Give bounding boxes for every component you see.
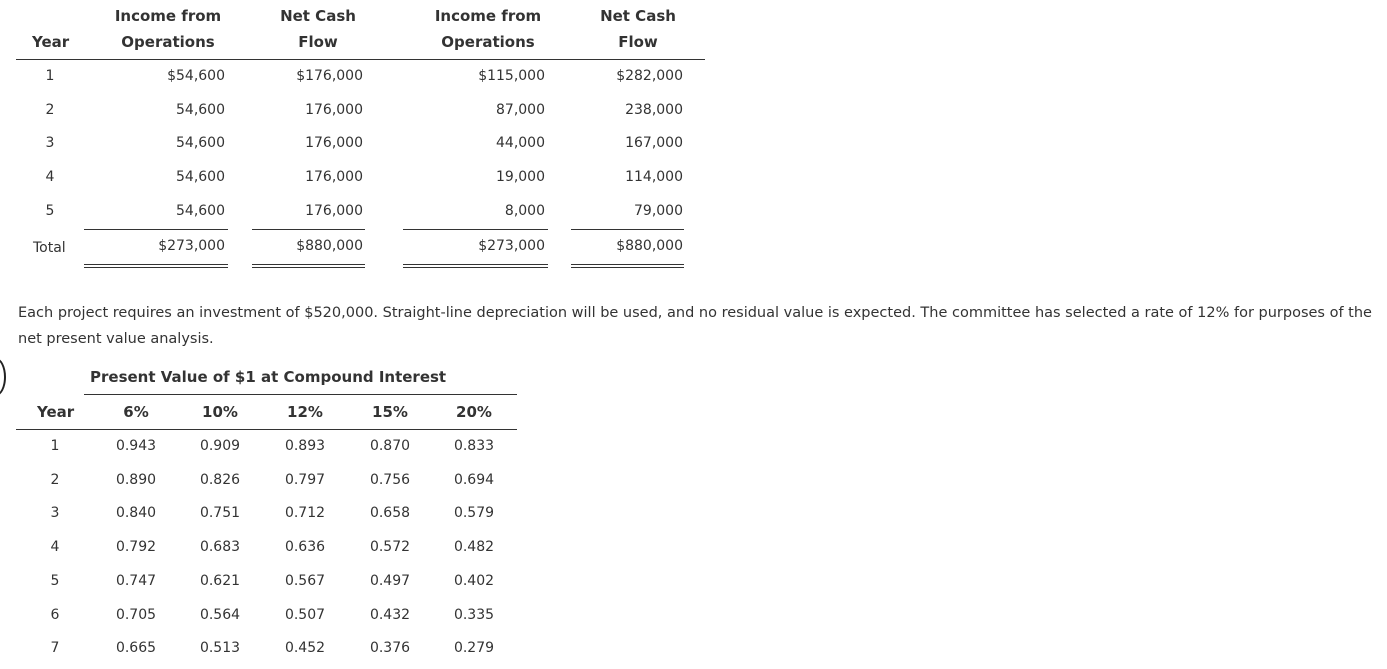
pv-cell-value: 0.658 xyxy=(369,505,411,521)
pv-cell-value: 0.665 xyxy=(115,640,157,656)
pv-header-rate: 12% xyxy=(287,403,323,421)
pv-cell-value: 0.890 xyxy=(115,472,157,488)
total-double-rule xyxy=(571,264,684,268)
pv-cell-value: 0.712 xyxy=(284,505,326,521)
subtotal-rule xyxy=(571,229,684,230)
cell-income2: 19,000 xyxy=(496,169,545,185)
pv-cell-value: 0.893 xyxy=(284,438,326,454)
cell-income2: 44,000 xyxy=(496,135,545,151)
cell-cash1: 176,000 xyxy=(305,102,363,118)
pv-cell-value: 0.833 xyxy=(453,438,495,454)
cell-income1: 54,600 xyxy=(176,203,225,219)
header-cash1-line1: Net Cash xyxy=(280,7,356,25)
header-year: Year xyxy=(32,33,70,51)
pv-cell-year: 3 xyxy=(50,505,60,521)
total-double-rule xyxy=(84,264,228,268)
pv-cell-value: 0.507 xyxy=(284,607,326,623)
pv-cell-value: 0.564 xyxy=(199,607,241,623)
pv-cell-value: 0.432 xyxy=(369,607,411,623)
cell-income2: 8,000 xyxy=(504,203,545,219)
pv-header-rate: 15% xyxy=(372,403,408,421)
header-cash1-line2: Flow xyxy=(298,33,338,51)
cell-income1: 54,600 xyxy=(176,169,225,185)
pv-cell-value: 0.751 xyxy=(199,505,241,521)
pv-cell-value: 0.792 xyxy=(115,539,157,555)
pv-cell-value: 0.797 xyxy=(284,472,326,488)
pv-cell-value: 0.826 xyxy=(199,472,241,488)
total-income2: $273,000 xyxy=(478,238,545,254)
total-double-rule xyxy=(403,264,548,268)
pv-cell-value: 0.943 xyxy=(115,438,157,454)
pv-cell-value: 0.909 xyxy=(199,438,241,454)
header-rule xyxy=(16,59,705,60)
pv-cell-value: 0.335 xyxy=(453,607,495,623)
pv-header-rate: 6% xyxy=(123,403,149,421)
pv-cell-value: 0.482 xyxy=(453,539,495,555)
cell-cash2: 238,000 xyxy=(625,102,683,118)
pv-cell-year: 1 xyxy=(50,438,60,454)
cell-income1: 54,600 xyxy=(176,135,225,151)
project-description: Each project requires an investment of $520,000. Straight-line depreciation will be used, and no residual value is expected. The committee has selected a rate of 12% for purposes of the net present value analysis. xyxy=(18,305,1372,347)
cell-year: 4 xyxy=(45,169,55,185)
pv-cell-value: 0.513 xyxy=(199,640,241,656)
header-income2-line2: Operations xyxy=(441,33,535,51)
pv-title-rule xyxy=(84,394,517,395)
pv-cell-value: 0.376 xyxy=(369,640,411,656)
pv-cell-value: 0.402 xyxy=(453,573,495,589)
pv-cell-year: 2 xyxy=(50,472,60,488)
header-income2-line1: Income from xyxy=(434,7,542,25)
pv-header-rate: 10% xyxy=(202,403,238,421)
pv-cell-value: 0.579 xyxy=(453,505,495,521)
pv-header-year: Year xyxy=(37,403,75,421)
pv-cell-value: 0.756 xyxy=(369,472,411,488)
pv-cell-year: 4 xyxy=(50,539,60,555)
subtotal-rule xyxy=(252,229,365,230)
cell-cash1: 176,000 xyxy=(305,135,363,151)
pv-cell-value: 0.452 xyxy=(284,640,326,656)
cell-income2: $115,000 xyxy=(478,68,545,84)
pv-cell-value: 0.572 xyxy=(369,539,411,555)
cell-cash2: 79,000 xyxy=(634,203,683,219)
pv-cell-year: 7 xyxy=(50,640,60,656)
pv-cell-value: 0.683 xyxy=(199,539,241,555)
cell-cash1: $176,000 xyxy=(296,68,363,84)
pv-cell-value: 0.279 xyxy=(453,640,495,656)
cell-income2: 87,000 xyxy=(496,102,545,118)
header-income1-line2: Operations xyxy=(121,33,215,51)
cell-year: 5 xyxy=(45,203,55,219)
cell-cash1: 176,000 xyxy=(305,169,363,185)
pv-cell-value: 0.840 xyxy=(115,505,157,521)
cell-cash1: 176,000 xyxy=(305,203,363,219)
pv-cell-value: 0.621 xyxy=(199,573,241,589)
cell-cash2: 114,000 xyxy=(625,169,683,185)
total-double-rule xyxy=(252,264,365,268)
total-cash2: $880,000 xyxy=(616,238,683,254)
cell-income1: 54,600 xyxy=(176,102,225,118)
pv-header-rule xyxy=(16,429,517,430)
pv-table-title: Present Value of $1 at Compound Interest xyxy=(90,368,447,386)
cell-cash2: 167,000 xyxy=(625,135,683,151)
header-cash2-line1: Net Cash xyxy=(600,7,676,25)
pv-cell-value: 0.747 xyxy=(115,573,157,589)
pv-cell-value: 0.705 xyxy=(115,607,157,623)
pv-cell-value: 0.567 xyxy=(284,573,326,589)
total-income1: $273,000 xyxy=(158,238,225,254)
cell-year: 1 xyxy=(45,68,55,84)
circle-marker xyxy=(0,358,6,396)
cell-income1: $54,600 xyxy=(167,68,225,84)
total-label: Total xyxy=(33,240,66,256)
pv-cell-value: 0.636 xyxy=(284,539,326,555)
cell-year: 2 xyxy=(45,102,55,118)
header-cash2-line2: Flow xyxy=(618,33,658,51)
pv-header-rate: 20% xyxy=(456,403,492,421)
cell-cash2: $282,000 xyxy=(616,68,683,84)
total-cash1: $880,000 xyxy=(296,238,363,254)
pv-cell-year: 5 xyxy=(50,573,60,589)
pv-cell-value: 0.870 xyxy=(369,438,411,454)
pv-cell-year: 6 xyxy=(50,607,60,623)
pv-cell-value: 0.497 xyxy=(369,573,411,589)
pv-cell-value: 0.694 xyxy=(453,472,495,488)
subtotal-rule xyxy=(84,229,228,230)
header-income1-line1: Income from xyxy=(114,7,222,25)
subtotal-rule xyxy=(403,229,548,230)
cell-year: 3 xyxy=(45,135,55,151)
